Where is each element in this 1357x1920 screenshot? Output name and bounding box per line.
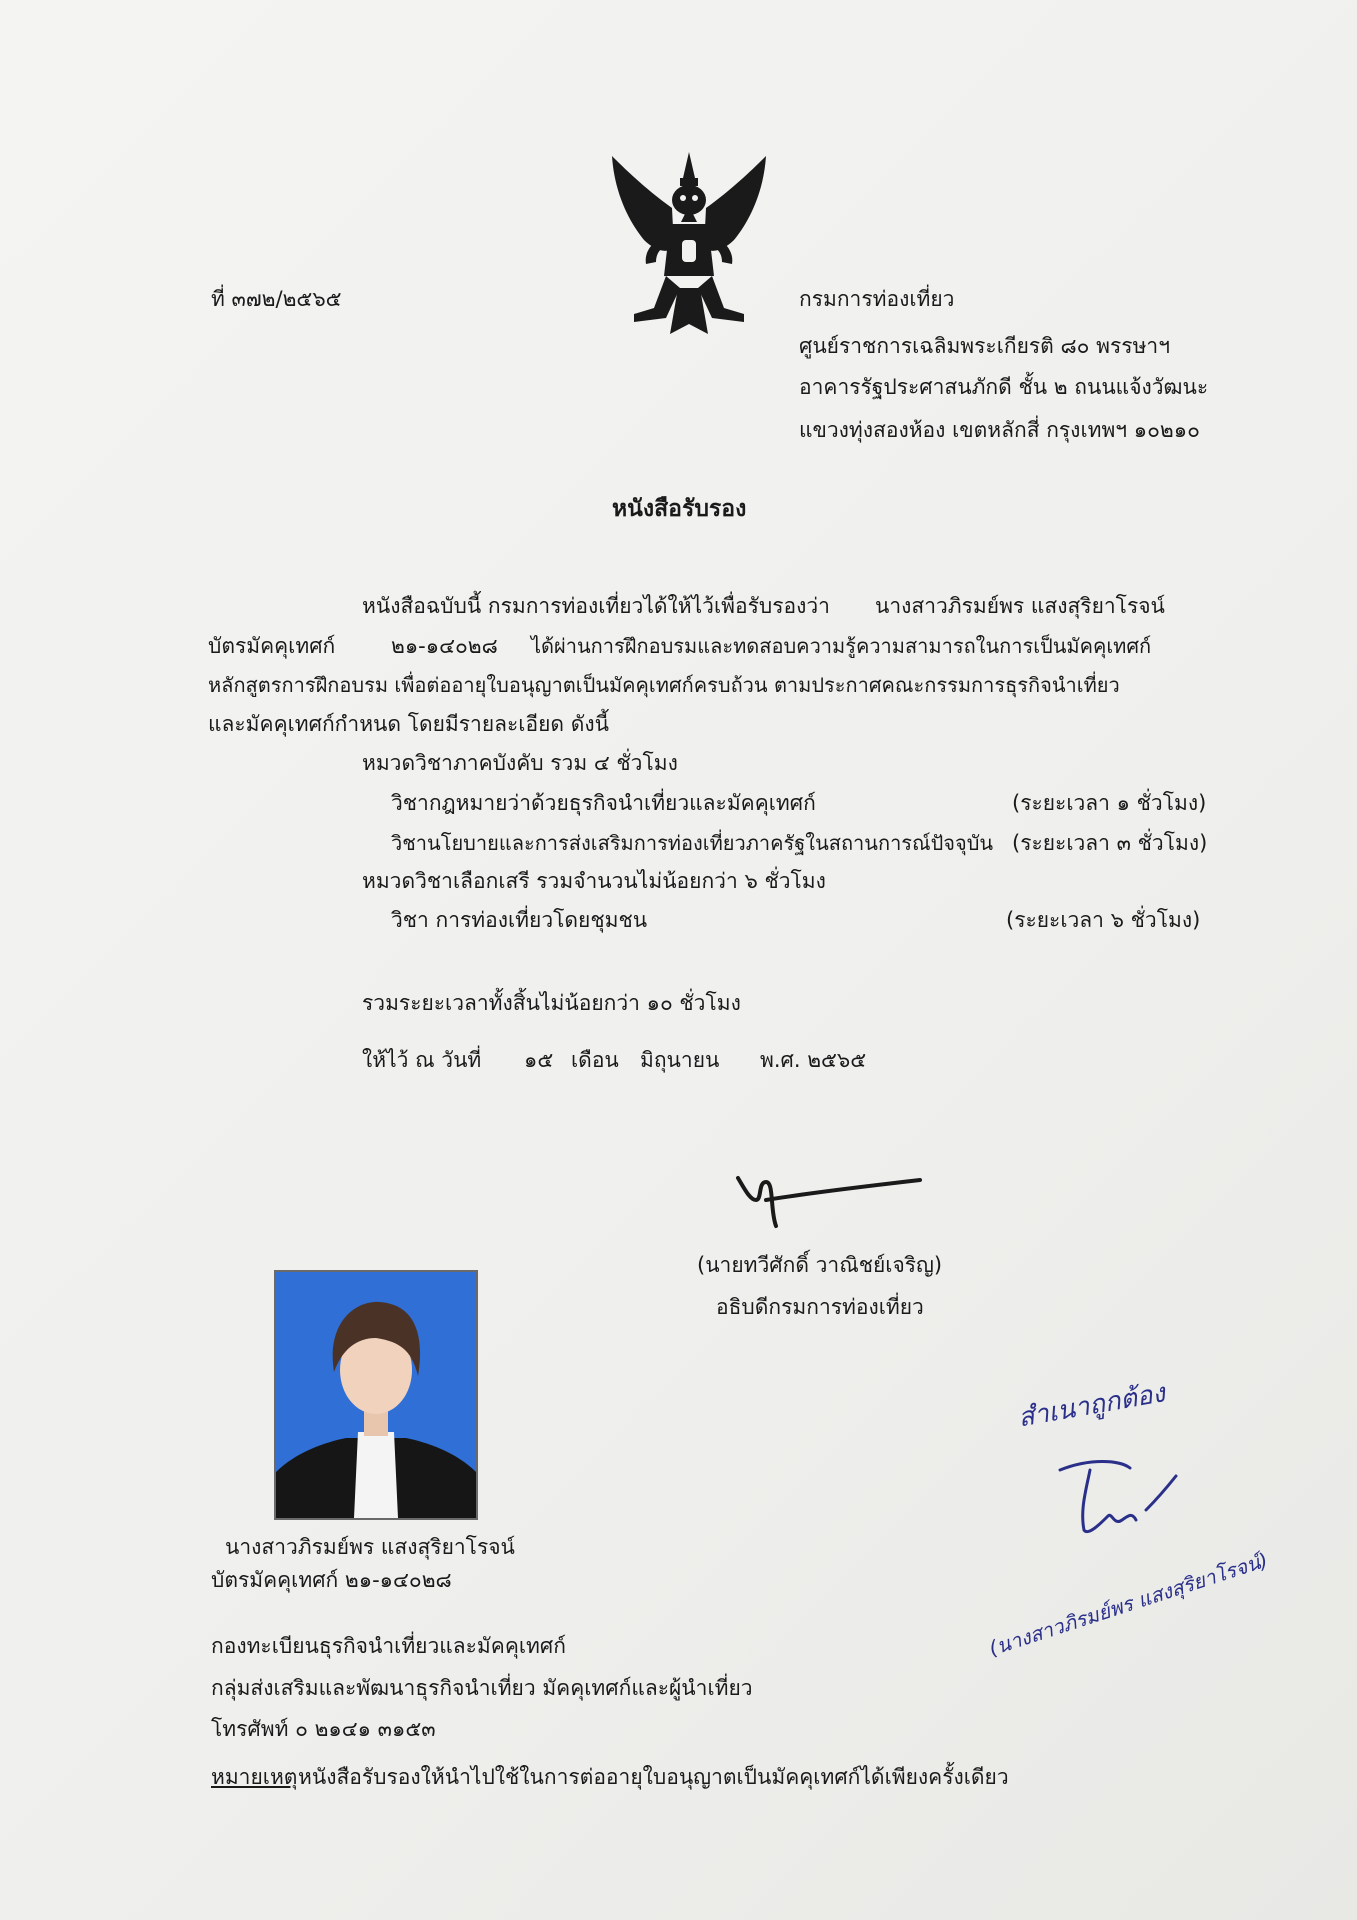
date-month: มิถุนายน [640,1048,720,1072]
photo-caption-card: บัตรมัคคุเทศก์ ๒๑-๑๔๐๒๘ [211,1568,452,1592]
handwritten-signature-icon [1050,1450,1190,1540]
footer-note: หนังสือรับรองให้นำไปใช้ในการต่ออายุใบอนุญาตเป็นมัคคุเทศก์ได้เพียงครั้งเดียว [298,1765,1009,1789]
footer-line-1: กองทะเบียนธุรกิจนำเที่ยวและมัคคุเทศก์ [211,1634,566,1658]
photo-caption-name: นางสาวภิรมย์พร แสงสุริยาโรจน์ [225,1535,515,1559]
portrait-icon [276,1272,476,1518]
director-signature-icon [730,1160,930,1240]
reference-number: ที่ ๓๗๒/๒๕๖๕ [211,287,342,311]
course-duration: (ระยะเวลา ๓ ชั่วโมง) [1012,831,1208,855]
footer-phone: โทรศัพท์ ๐ ๒๑๔๑ ๓๑๕๓ [211,1717,436,1741]
signatory-name: (นายทวีศักดิ์ วาณิชย์เจริญ) [697,1253,943,1277]
body-line-2: ได้ผ่านการฝึกอบรมและทดสอบความรู้ความสามารถในการเป็นมัคคุเทศก์ [531,634,1152,658]
applicant-photo [274,1270,478,1520]
body-line-4: และมัคคุเทศก์กำหนด โดยมีรายละเอียด ดังนี้ [208,712,609,736]
body-intro: หนังสือฉบับนี้ กรมการท่องเที่ยวได้ให้ไว้เพื่อรับรองว่า [362,594,830,618]
person-name: นางสาวภิรมย์พร แสงสุริยาโรจน์ [875,594,1165,618]
course-name: วิชากฎหมายว่าด้วยธุรกิจนำเที่ยวและมัคคุเทศก์ [391,791,816,815]
total-hours: รวมระยะเวลาทั้งสิ้นไม่น้อยกว่า ๑๐ ชั่วโมง [362,991,741,1015]
document-title: หนังสือรับรอง [612,496,747,522]
sender-line-2: ศูนย์ราชการเฉลิมพระเกียรติ ๘๐ พรรษาฯ [799,334,1171,358]
body-line-3: หลักสูตรการฝึกอบรม เพื่อต่ออายุใบอนุญาตเป็นมัคคุเทศก์ครบถ้วน ตามประกาศคณะกรรมการธุรกิจนำเที่ยว [208,673,1120,697]
handwritten-name: (นางสาวภิรมย์พร แสงสุริยาโรจน์) [985,1547,1271,1661]
garuda-emblem-icon [604,148,774,338]
sender-line-1: กรมการท่องเที่ยว [799,287,955,311]
sender-line-3: อาคารรัฐประศาสนภักดี ชั้น ๒ ถนนแจ้งวัฒนะ [799,375,1209,399]
mandatory-heading: หมวดวิชาภาคบังคับ รวม ๔ ชั่วโมง [362,751,678,775]
course-name: วิชานโยบายและการส่งเสริมการท่องเที่ยวภาครัฐในสถานการณ์ปัจจุบัน [391,831,994,855]
sender-line-4: แขวงทุ่งสองห้อง เขตหลักสี่ กรุงเทพฯ ๑๐๒๑๐ [799,418,1200,442]
footer-note-label: หมายเหตุ [211,1765,298,1789]
elective-heading: หมวดวิชาเลือกเสรี รวมจำนวนไม่น้อยกว่า ๖ ชั่วโมง [362,869,826,893]
card-label: บัตรมัคคุเทศก์ [208,634,336,658]
handwritten-certified: สำเนาถูกต้อง [1016,1378,1168,1434]
course-duration: (ระยะเวลา ๑ ชั่วโมง) [1012,791,1207,815]
date-month-label: เดือน [571,1048,619,1072]
card-number: ๒๑-๑๔๐๒๘ [391,634,498,658]
date-year: พ.ศ. ๒๕๖๕ [760,1048,867,1072]
date-prefix: ให้ไว้ ณ วันที่ [362,1048,482,1072]
date-day: ๑๕ [524,1048,554,1072]
footer-line-2: กลุ่มส่งเสริมและพัฒนาธุรกิจนำเที่ยว มัคคุเทศก์และผู้นำเที่ยว [211,1676,753,1700]
course-duration: (ระยะเวลา ๖ ชั่วโมง) [1006,908,1201,932]
signatory-position: อธิบดีกรมการท่องเที่ยว [716,1295,924,1319]
course-name: วิชา การท่องเที่ยวโดยชุมชน [391,908,648,932]
